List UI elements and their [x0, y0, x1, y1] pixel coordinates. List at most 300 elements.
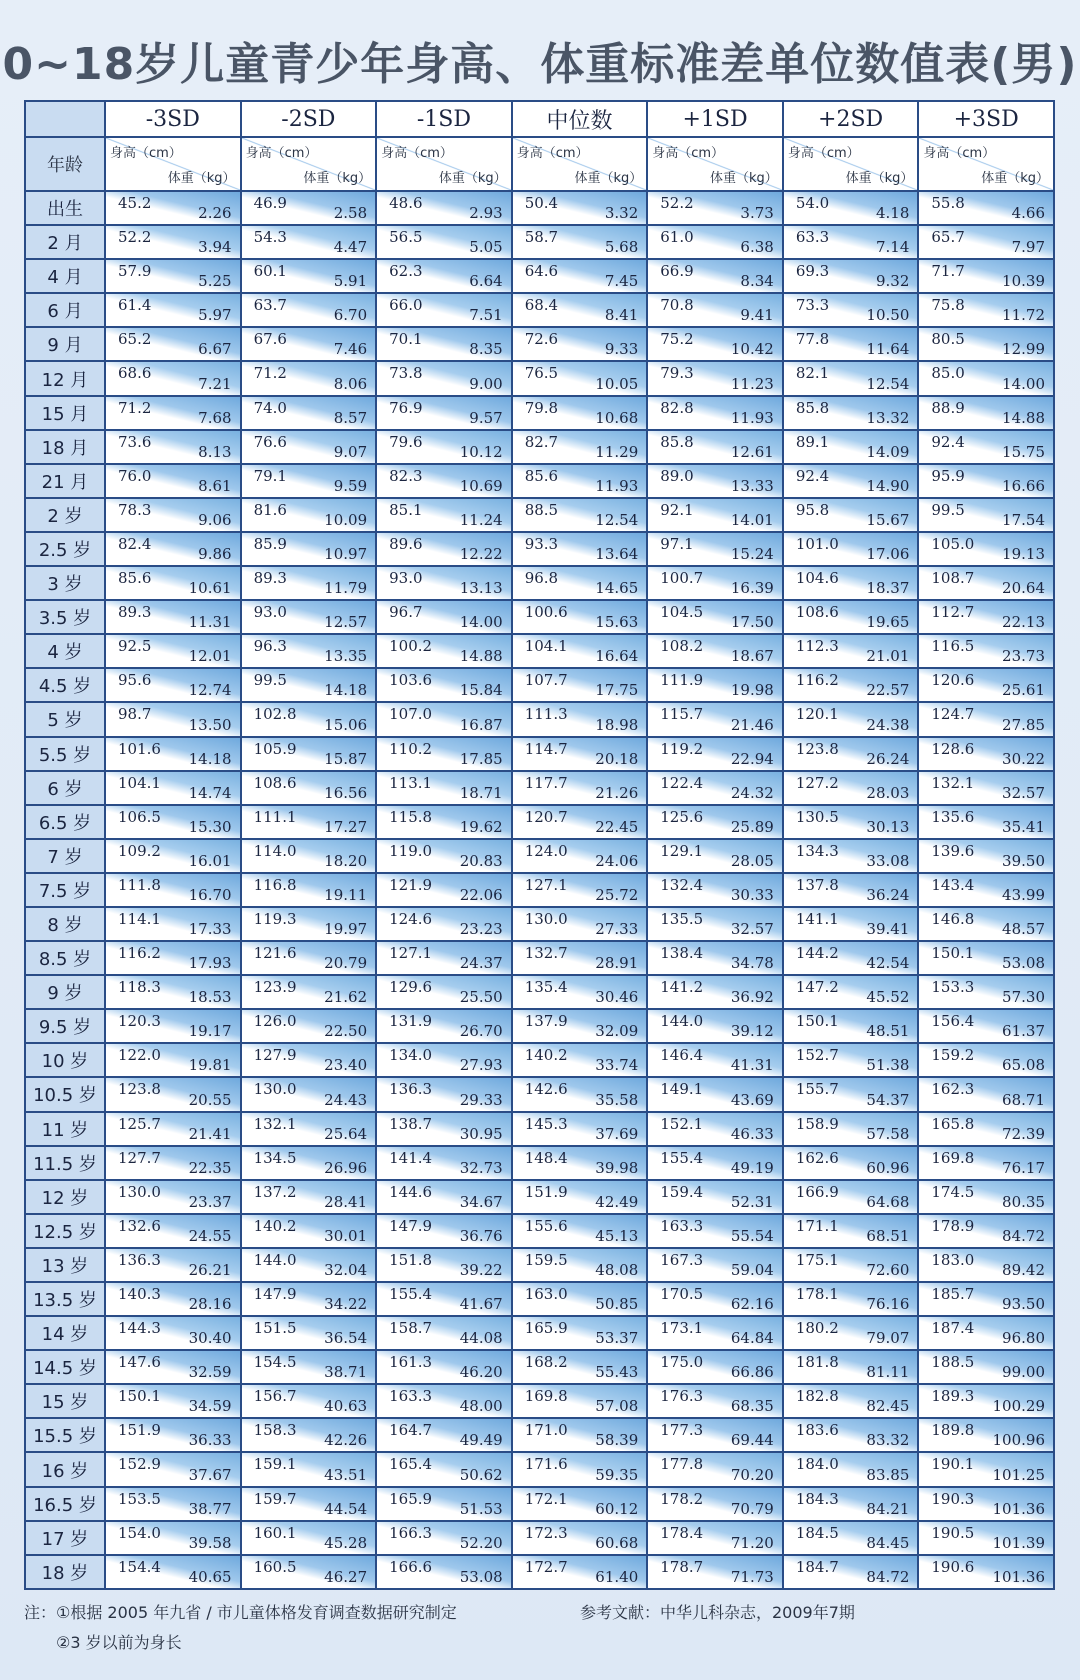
- weight-value: 70.79: [730, 1499, 774, 1518]
- height-value: 144.6: [389, 1182, 433, 1201]
- value-cell: [105, 1043, 241, 1077]
- weight-value: 10.50: [866, 306, 910, 325]
- weight-value: 41.31: [730, 1056, 774, 1075]
- height-value: 135.6: [931, 807, 975, 826]
- weight-value: 17.93: [188, 954, 232, 973]
- height-value: 89.1: [795, 432, 830, 451]
- weight-value: 27.33: [595, 920, 639, 939]
- weight-value: 14.18: [188, 749, 232, 768]
- height-value: 153.3: [931, 978, 975, 997]
- value-cell: [783, 1521, 919, 1555]
- weight-value: 19.11: [324, 885, 368, 904]
- value-cell: [783, 1077, 919, 1111]
- table-row: [25, 873, 1054, 907]
- height-value: 139.6: [931, 841, 975, 860]
- value-cell: [376, 1555, 512, 1589]
- value-cell: [783, 1043, 919, 1077]
- weight-value: 3.94: [198, 238, 232, 257]
- value-cell: [105, 225, 241, 259]
- value-cell: [376, 566, 512, 600]
- height-value: 163.3: [389, 1387, 433, 1406]
- weight-value: 22.94: [730, 749, 774, 768]
- value-cell: [783, 907, 919, 941]
- age-cell: 18 岁: [25, 1555, 105, 1589]
- height-value: 169.8: [931, 1148, 975, 1167]
- weight-value: 11.24: [459, 510, 503, 529]
- weight-value: 8.13: [198, 442, 232, 461]
- value-cell: [376, 327, 512, 361]
- value-cell: [105, 1555, 241, 1589]
- weight-value: 11.79: [324, 579, 368, 598]
- value-cell: [376, 396, 512, 430]
- weight-value: 7.45: [604, 272, 639, 291]
- weight-value: 10.97: [324, 545, 368, 564]
- table-row: [25, 1180, 1054, 1214]
- weight-value: 101.36: [992, 1567, 1045, 1586]
- weight-value: 69.44: [730, 1431, 774, 1450]
- weight-value: 9.06: [198, 510, 232, 529]
- value-cell: [783, 1384, 919, 1418]
- weight-value: 48.08: [595, 1261, 639, 1279]
- table-row: [25, 1146, 1054, 1180]
- weight-value: 18.53: [188, 988, 232, 1007]
- value-cell: [241, 907, 377, 941]
- value-cell: [241, 532, 377, 566]
- table-row: [25, 1214, 1054, 1248]
- value-cell: [105, 1452, 241, 1486]
- weight-value: 15.84: [459, 681, 503, 700]
- value-cell: [241, 873, 377, 907]
- height-value: 134.5: [253, 1148, 297, 1167]
- weight-value: 20.18: [595, 749, 639, 768]
- value-cell: [376, 668, 512, 702]
- weight-value: 21.26: [595, 783, 639, 802]
- value-cell: [918, 1214, 1054, 1248]
- value-cell: [647, 1521, 783, 1555]
- height-value: 79.8: [524, 398, 559, 417]
- weight-value: 9.07: [333, 442, 368, 461]
- value-cell: [783, 1555, 919, 1589]
- weight-value: 37.67: [188, 1465, 232, 1484]
- height-value: 127.9: [253, 1046, 297, 1065]
- value-cell: [783, 361, 919, 395]
- weight-value: 26.96: [324, 1158, 368, 1177]
- weight-value: 8.35: [469, 340, 503, 359]
- weight-value: 17.50: [730, 613, 774, 632]
- height-value: 92.1: [660, 500, 694, 519]
- height-value: 78.3: [118, 500, 152, 519]
- age-cell: 11 岁: [25, 1112, 105, 1146]
- weight-value: 18.98: [595, 715, 639, 734]
- height-value: 152.9: [118, 1455, 161, 1474]
- height-value: 95.8: [795, 500, 830, 519]
- value-cell: [376, 1043, 512, 1077]
- height-value: 89.3: [118, 603, 152, 622]
- height-value: 115.7: [660, 705, 704, 724]
- value-cell: [376, 975, 512, 1009]
- weight-value: 26.24: [866, 749, 910, 768]
- table-row: [25, 771, 1054, 805]
- weight-value: 26.21: [188, 1261, 232, 1279]
- value-cell: [376, 1487, 512, 1521]
- value-cell: [241, 327, 377, 361]
- table-row: [25, 1009, 1054, 1043]
- age-cell: 9 月: [25, 327, 105, 361]
- weight-value: 7.46: [333, 340, 368, 359]
- age-cell: 6 月: [25, 293, 105, 327]
- height-value: 135.5: [660, 909, 704, 928]
- value-cell: [918, 498, 1054, 532]
- height-value: 61.4: [118, 296, 152, 315]
- weight-value: 61.37: [1002, 1022, 1045, 1041]
- height-unit-label: 身高（cm）: [381, 146, 453, 161]
- height-value: 104.6: [795, 569, 839, 588]
- height-value: 144.3: [118, 1319, 161, 1338]
- value-cell: [376, 1112, 512, 1146]
- weight-value: 29.33: [459, 1090, 503, 1109]
- weight-value: 15.06: [324, 715, 368, 734]
- height-value: 76.9: [389, 398, 423, 417]
- height-value: 175.1: [795, 1250, 839, 1269]
- weight-value: 39.58: [188, 1533, 232, 1552]
- weight-value: 6.70: [333, 306, 368, 325]
- value-cell: [376, 293, 512, 327]
- value-cell: [783, 259, 919, 293]
- height-value: 160.5: [253, 1557, 297, 1576]
- weight-value: 83.85: [866, 1465, 910, 1484]
- weight-value: 15.30: [188, 817, 232, 836]
- weight-value: 54.37: [866, 1090, 910, 1109]
- value-cell: [647, 430, 783, 464]
- weight-value: 99.00: [1002, 1363, 1045, 1382]
- weight-value: 5.97: [198, 306, 232, 325]
- weight-value: 14.00: [1002, 374, 1045, 393]
- value-cell: [512, 1077, 648, 1111]
- value-cell: [647, 839, 783, 873]
- weight-value: 15.24: [730, 545, 774, 564]
- height-value: 82.8: [660, 398, 694, 417]
- value-cell: [376, 1452, 512, 1486]
- table-row: [25, 1418, 1054, 1452]
- value-cell: [918, 293, 1054, 327]
- height-value: 175.0: [660, 1353, 704, 1372]
- age-cell: 5 岁: [25, 702, 105, 736]
- height-value: 104.5: [660, 603, 704, 622]
- value-cell: [647, 396, 783, 430]
- height-value: 96.8: [524, 569, 559, 588]
- weight-value: 16.66: [1002, 476, 1045, 495]
- value-cell: [105, 327, 241, 361]
- height-value: 82.3: [389, 466, 423, 485]
- weight-value: 11.29: [595, 442, 639, 461]
- table-row: [25, 396, 1054, 430]
- height-value: 162.6: [795, 1148, 839, 1167]
- weight-value: 12.54: [866, 374, 910, 393]
- weight-value: 25.64: [324, 1124, 368, 1143]
- weight-value: 11.93: [595, 476, 639, 495]
- weight-value: 100.29: [992, 1397, 1045, 1416]
- weight-value: 22.06: [459, 885, 503, 904]
- weight-value: 42.54: [866, 954, 910, 973]
- age-cell: 17 岁: [25, 1521, 105, 1555]
- value-cell: [241, 430, 377, 464]
- value-cell: [647, 259, 783, 293]
- weight-value: 100.96: [992, 1431, 1045, 1450]
- weight-value: 20.83: [459, 851, 503, 870]
- weight-value: 62.16: [730, 1295, 774, 1314]
- weight-value: 5.91: [333, 272, 368, 291]
- height-value: 98.7: [118, 705, 152, 724]
- value-cell: [918, 191, 1054, 225]
- value-cell: [783, 600, 919, 634]
- weight-value: 84.21: [866, 1499, 910, 1518]
- height-value: 116.2: [118, 944, 161, 963]
- weight-value: 51.38: [866, 1056, 910, 1075]
- weight-value: 17.27: [324, 817, 368, 836]
- weight-value: 10.12: [459, 442, 503, 461]
- height-value: 116.8: [253, 875, 297, 894]
- height-value: 171.0: [524, 1421, 568, 1440]
- weight-value: 6.67: [198, 340, 232, 359]
- weight-value: 43.51: [324, 1465, 368, 1484]
- height-value: 181.8: [795, 1353, 839, 1372]
- height-value: 189.3: [931, 1387, 975, 1406]
- height-value: 183.6: [795, 1421, 839, 1440]
- weight-value: 27.93: [459, 1056, 503, 1075]
- height-value: 160.1: [253, 1523, 297, 1542]
- table-row: [25, 1316, 1054, 1350]
- weight-value: 4.66: [1011, 204, 1045, 223]
- value-cell: [512, 1555, 648, 1589]
- value-cell: [647, 941, 783, 975]
- weight-value: 21.41: [188, 1124, 232, 1143]
- value-cell: [376, 1146, 512, 1180]
- height-value: 63.3: [795, 228, 830, 247]
- value-cell: [376, 1214, 512, 1248]
- value-cell: [647, 873, 783, 907]
- unit-header-cell: [376, 137, 512, 191]
- value-cell: [512, 327, 648, 361]
- weight-value: 79.07: [866, 1329, 910, 1348]
- weight-value: 17.33: [188, 920, 232, 939]
- value-cell: [647, 1112, 783, 1146]
- value-cell: [241, 1521, 377, 1555]
- table-row: [25, 464, 1054, 498]
- weight-value: 14.09: [866, 442, 910, 461]
- value-cell: [105, 396, 241, 430]
- height-value: 119.0: [389, 841, 433, 860]
- value-cell: [376, 907, 512, 941]
- height-value: 112.7: [931, 603, 975, 622]
- weight-value: 34.78: [730, 954, 774, 973]
- height-value: 187.4: [931, 1319, 975, 1338]
- value-cell: [512, 805, 648, 839]
- weight-value: 55.54: [730, 1226, 774, 1245]
- age-cell: 11.5 岁: [25, 1146, 105, 1180]
- weight-value: 14.00: [459, 613, 503, 632]
- value-cell: [241, 1418, 377, 1452]
- table-row: [25, 498, 1054, 532]
- height-value: 111.1: [253, 807, 297, 826]
- height-value: 158.7: [389, 1319, 433, 1338]
- height-value: 121.6: [253, 944, 297, 963]
- value-cell: [512, 259, 648, 293]
- value-cell: [647, 668, 783, 702]
- value-cell: [512, 839, 648, 873]
- value-cell: [647, 498, 783, 532]
- height-value: 102.8: [253, 705, 297, 724]
- weight-value: 19.62: [459, 817, 503, 836]
- height-value: 112.3: [795, 637, 839, 656]
- weight-value: 25.61: [1002, 681, 1045, 700]
- value-cell: [105, 191, 241, 225]
- height-value: 152.1: [660, 1114, 704, 1133]
- weight-value: 15.67: [866, 510, 910, 529]
- age-cell: 12 岁: [25, 1180, 105, 1214]
- height-value: 151.9: [118, 1421, 161, 1440]
- weight-value: 30.01: [324, 1226, 368, 1245]
- value-cell: [783, 1180, 919, 1214]
- height-value: 148.4: [524, 1148, 568, 1167]
- value-cell: [105, 1077, 241, 1111]
- weight-value: 11.64: [866, 340, 910, 359]
- height-value: 132.1: [931, 773, 975, 792]
- table-row: [25, 1384, 1054, 1418]
- value-cell: [783, 464, 919, 498]
- height-value: 137.8: [795, 875, 839, 894]
- weight-value: 13.33: [730, 476, 774, 495]
- value-cell: [918, 1350, 1054, 1384]
- table-row: [25, 975, 1054, 1009]
- height-value: 114.0: [253, 841, 297, 860]
- value-cell: [512, 532, 648, 566]
- height-value: 171.6: [524, 1455, 568, 1474]
- weight-value: 19.97: [324, 920, 368, 939]
- height-unit-label: 身高（cm）: [923, 146, 996, 161]
- table-row: [25, 566, 1054, 600]
- height-value: 155.4: [389, 1285, 433, 1303]
- height-value: 130.0: [118, 1182, 161, 1201]
- height-value: 159.5: [524, 1250, 568, 1269]
- value-cell: [647, 702, 783, 736]
- weight-value: 84.72: [866, 1567, 910, 1586]
- value-cell: [647, 975, 783, 1009]
- age-cell: 4 岁: [25, 634, 105, 668]
- value-cell: [376, 634, 512, 668]
- height-value: 67.6: [253, 330, 287, 349]
- weight-value: 36.24: [866, 885, 910, 904]
- value-cell: [512, 1487, 648, 1521]
- weight-value: 48.00: [459, 1397, 503, 1416]
- weight-value: 49.49: [459, 1431, 503, 1450]
- weight-value: 17.75: [595, 681, 639, 700]
- weight-value: 38.71: [324, 1363, 368, 1382]
- weight-value: 2.58: [333, 204, 368, 223]
- value-cell: [376, 1316, 512, 1350]
- value-cell: [105, 771, 241, 805]
- height-value: 177.8: [660, 1455, 704, 1474]
- value-cell: [241, 805, 377, 839]
- age-cell: 2 月: [25, 225, 105, 259]
- height-unit-label: 身高（cm）: [110, 146, 182, 161]
- value-cell: [376, 532, 512, 566]
- weight-value: 64.84: [730, 1329, 774, 1348]
- height-value: 108.7: [931, 569, 975, 588]
- value-cell: [105, 1384, 241, 1418]
- weight-value: 10.42: [730, 340, 774, 359]
- height-value: 116.2: [795, 671, 839, 690]
- weight-value: 24.55: [188, 1226, 232, 1245]
- height-value: 50.4: [524, 194, 559, 212]
- weight-value: 8.57: [333, 408, 368, 427]
- table-row: [25, 1521, 1054, 1555]
- height-value: 172.7: [524, 1557, 568, 1576]
- height-value: 85.6: [118, 569, 152, 588]
- height-value: 156.7: [253, 1387, 297, 1406]
- weight-value: 68.71: [1002, 1090, 1045, 1109]
- value-cell: [647, 566, 783, 600]
- table-row: [25, 907, 1054, 941]
- height-value: 155.6: [524, 1216, 568, 1235]
- height-value: 150.1: [931, 944, 975, 963]
- weight-unit-label: 体重（kg）: [981, 171, 1049, 186]
- value-cell: [647, 1146, 783, 1180]
- table-row: [25, 1555, 1054, 1589]
- height-value: 176.3: [660, 1387, 704, 1406]
- value-cell: [512, 430, 648, 464]
- age-cell: 5.5 岁: [25, 737, 105, 771]
- value-cell: [647, 361, 783, 395]
- table-row: [25, 430, 1054, 464]
- height-value: 144.0: [660, 1012, 704, 1031]
- height-value: 92.4: [931, 432, 965, 451]
- height-value: 136.3: [118, 1250, 161, 1269]
- weight-value: 38.77: [188, 1499, 232, 1518]
- height-value: 190.3: [931, 1489, 975, 1508]
- weight-value: 21.62: [324, 988, 368, 1007]
- weight-value: 36.33: [188, 1431, 232, 1450]
- weight-value: 80.35: [1002, 1192, 1045, 1211]
- value-cell: [241, 1248, 377, 1282]
- weight-value: 35.41: [1002, 817, 1045, 836]
- age-cell: 14 岁: [25, 1316, 105, 1350]
- weight-value: 76.17: [1002, 1158, 1045, 1177]
- height-value: 62.3: [389, 262, 423, 281]
- weight-value: 14.01: [730, 510, 774, 529]
- weight-value: 43.69: [730, 1090, 774, 1109]
- value-cell: [241, 225, 377, 259]
- height-value: 147.9: [389, 1216, 433, 1235]
- value-cell: [918, 1248, 1054, 1282]
- value-cell: [512, 396, 648, 430]
- value-cell: [105, 1248, 241, 1282]
- value-cell: [105, 907, 241, 941]
- note-reference: 参考文献：中华儿科杂志，2009年7期: [580, 1603, 855, 1622]
- value-cell: [647, 532, 783, 566]
- height-value: 154.5: [253, 1353, 297, 1372]
- height-value: 190.1: [931, 1455, 975, 1474]
- weight-value: 30.13: [866, 817, 910, 836]
- height-value: 151.5: [253, 1319, 297, 1338]
- height-value: 166.6: [389, 1557, 433, 1576]
- value-cell: [783, 1316, 919, 1350]
- value-cell: [241, 941, 377, 975]
- unit-header-cell: [241, 137, 377, 191]
- sd-header: +2SD: [783, 101, 919, 137]
- height-value: 165.8: [931, 1114, 975, 1133]
- value-cell: [918, 1146, 1054, 1180]
- height-value: 85.8: [795, 398, 830, 417]
